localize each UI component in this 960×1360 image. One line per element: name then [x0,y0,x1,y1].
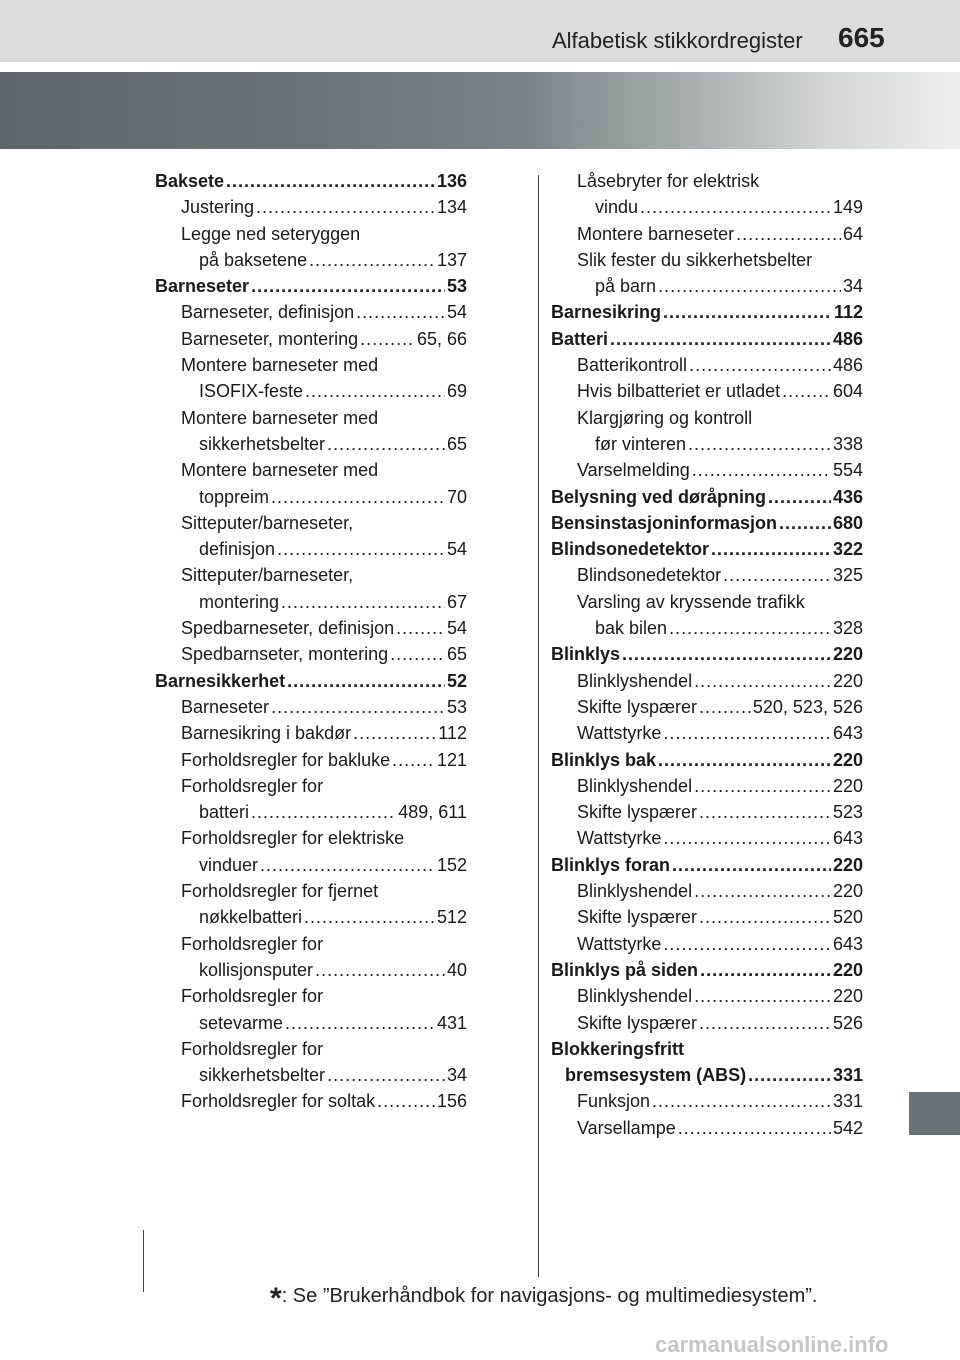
index-term: Sitteputer/barneseter, [181,565,354,586]
index-entry [551,1062,863,1088]
index-term: Forholdsregler for fjernet [181,881,379,902]
index-page-ref: 156 [436,1091,467,1112]
index-term: ISOFIX-feste [199,381,304,402]
index-entry [155,405,467,431]
index-page-ref: 134 [436,197,467,218]
index-term: Varsling av kryssende trafikk [577,591,805,612]
footer-divider [143,1230,144,1292]
index-entry [155,589,467,615]
dot-leader [699,799,831,825]
index-entry [155,825,467,851]
index-term: Forholdsregler for [181,775,324,796]
index-entry [551,747,863,773]
index-entry [155,352,467,378]
index-entry [155,247,467,273]
index-term: Baksete [155,171,225,191]
index-term: Blinklys foran [551,854,671,875]
index-term: Wattstyrke [577,723,662,744]
index-term: Montere barneseter med [181,355,379,376]
index-page-ref: 512 [436,907,467,928]
dot-leader [779,510,831,536]
index-term: Blinklyshendel [577,881,693,902]
dot-leader [663,720,831,746]
index-entry [551,799,863,825]
index-term: Barneseter, definisjon [181,302,355,323]
index-term: vinduer [199,854,259,875]
index-term: Batterikontroll [577,355,688,376]
index-entry [551,536,863,562]
dot-leader [694,668,831,694]
dot-leader [692,457,831,483]
dot-leader [356,299,445,325]
dot-leader [256,194,435,220]
index-entry [551,983,863,1009]
index-entry [155,773,467,799]
index-term: sikkerhetsbelter [199,1065,326,1086]
dot-leader [622,641,831,667]
index-entry [551,957,863,983]
index-term: sikkerhetsbelter [199,433,326,454]
index-term: Batteri [551,328,609,349]
index-term: Skifte lyspærer [577,907,698,928]
dot-leader [277,536,445,562]
index-page-ref: 486 [832,328,863,349]
dot-leader [327,431,445,457]
dot-leader [360,326,415,352]
index-page-ref: 486 [832,355,863,376]
index-page-ref: 542 [832,1117,863,1138]
index-entry [155,326,467,352]
index-page-ref: 70 [446,486,467,507]
index-term: Spedbarneseter, definisjon [181,618,395,639]
index-entry [551,562,863,588]
index-entry [155,852,467,878]
index-entry [551,273,863,299]
dot-leader [285,1010,435,1036]
index-term: Forholdsregler for elektriske [181,828,405,849]
index-page-ref: 643 [832,723,863,744]
dot-leader [287,668,445,694]
dot-leader [699,1010,831,1036]
index-page-ref: 325 [832,565,863,586]
index-entry [551,825,863,851]
index-page-ref: 322 [832,539,863,560]
index-entry [155,694,467,720]
index-entry [155,431,467,457]
index-term: Blinklys bak [551,749,657,770]
index-page-ref: 65, 66 [416,328,467,349]
index-term: Funksjon [577,1091,651,1112]
index-term: Legge ned seteryggen [181,223,361,244]
header-title: Alfabetisk stikkordregister [552,28,803,53]
index-entry [551,641,863,667]
index-entry [155,931,467,957]
index-entry [155,904,467,930]
index-entry [155,1088,467,1114]
index-entry [551,221,863,247]
index-entry [155,641,467,667]
index-term: Barneseter, montering [181,328,359,349]
dot-leader [271,484,445,510]
index-page-ref: 149 [832,197,863,218]
index-page-ref: 220 [832,670,863,691]
index-page-ref: 40 [446,959,467,980]
index-page-ref: 54 [446,618,467,639]
index-entry [155,510,467,536]
index-term: montering [199,591,280,612]
dot-leader [260,852,435,878]
index-page-ref: 489, 611 [398,802,467,823]
dot-leader [315,957,445,983]
index-term: Sitteputer/barneseter, [181,512,354,533]
page-number: 665 [838,22,885,53]
index-entry [551,168,863,194]
dot-leader [304,904,435,930]
index-page-ref: 680 [832,512,863,533]
index-entry [155,1062,467,1088]
index-entry [155,378,467,404]
index-entry [155,878,467,904]
index-term: Barnesikkerhet [155,670,286,691]
index-entry [155,983,467,1009]
index-term: Klargjøring og kontroll [577,407,753,428]
index-entry [155,747,467,773]
dot-leader [392,747,435,773]
dot-leader [694,878,831,904]
dot-leader [688,431,831,457]
index-term: Varsellampe [577,1117,676,1138]
dot-leader [251,799,396,825]
index-entry [551,510,863,536]
index-term: bak bilen [595,618,668,639]
dot-leader [327,1062,445,1088]
index-page-ref: 54 [446,539,467,560]
section-banner [0,72,960,149]
index-page-ref: 328 [832,618,863,639]
index-entry [155,1010,467,1036]
index-term: Skifte lyspærer [577,696,698,717]
dot-leader [672,852,831,878]
dot-leader [669,615,831,641]
index-term: Forholdsregler for [181,986,324,1007]
index-term: Wattstyrke [577,933,662,954]
index-term: Barneseter [181,696,270,717]
index-page-ref: 67 [446,591,467,612]
index-entry [551,1036,863,1062]
index-entry [551,878,863,904]
index-entry [155,221,467,247]
index-page-ref: 220 [832,881,863,902]
index-term: Forholdsregler for [181,1038,324,1059]
dot-leader [694,983,831,1009]
index-term: Hvis bilbatteriet er utladet [577,381,781,402]
column-divider [538,175,539,1277]
index-term: Blokkeringsfritt [551,1038,685,1059]
index-entry [155,273,467,299]
dot-leader [694,773,831,799]
index-page-ref: 643 [832,828,863,849]
index-page-ref: 331 [832,1091,863,1112]
index-term: Montere barneseter med [181,407,379,428]
index-term: kollisjonsputer [199,959,314,980]
index-page-ref: 220 [832,959,863,980]
index-entry [551,931,863,957]
index-term: Spedbarnseter, montering [181,644,389,665]
index-term: bremsesystem (ABS) [565,1065,747,1086]
index-entry [551,1115,863,1141]
index-column-left [155,168,467,1115]
index-entry [551,194,863,220]
footnote-marker: * [270,1282,282,1315]
index-page-ref: 220 [832,749,863,770]
dot-leader [689,352,831,378]
index-entry [551,668,863,694]
dot-leader [699,904,831,930]
index-entry [551,852,863,878]
index-term: Skifte lyspærer [577,802,698,823]
index-entry [155,562,467,588]
dot-leader [658,747,831,773]
dot-leader [390,641,445,667]
dot-leader [353,720,436,746]
index-term: Justering [181,197,255,218]
index-entry [551,431,863,457]
index-term: Skifte lyspærer [577,1012,698,1033]
index-column-right [551,168,863,1141]
dot-leader [768,484,831,510]
dot-leader [723,562,831,588]
index-page-ref: 526 [832,1012,863,1033]
dot-leader [251,273,445,299]
index-term: Forholdsregler for soltak [181,1091,376,1112]
index-term: Forholdsregler for bakluke [181,749,391,770]
index-page-ref: 121 [436,749,467,770]
index-page-ref: 54 [446,302,467,323]
index-page-ref: 436 [832,486,863,507]
index-entry [155,615,467,641]
index-entry [155,484,467,510]
footnote [270,1282,817,1316]
dot-leader [663,299,832,325]
index-entry [551,904,863,930]
index-entry [551,589,863,615]
index-term: Varselmelding [577,460,690,481]
dot-leader [377,1088,435,1114]
index-page-ref: 69 [446,381,467,402]
index-term: Blindsonedetektor [577,565,722,586]
dot-leader [281,589,445,615]
index-page-ref: 554 [832,460,863,481]
dot-leader [309,247,435,273]
index-page-ref: 338 [832,433,863,454]
index-term: Montere barneseter [577,223,735,244]
dot-leader [271,694,445,720]
index-entry [155,194,467,220]
index-term: på barn [595,276,657,297]
dot-leader [226,168,435,194]
index-entry [551,694,863,720]
index-page-ref: 604 [832,381,863,402]
index-term: batteri [199,802,250,823]
index-page-ref: 34 [842,276,863,297]
index-entry [551,457,863,483]
index-page-ref: 53 [446,276,467,297]
index-page-ref: 112 [833,302,863,323]
dot-leader [699,694,751,720]
index-page-ref: 137 [436,249,467,270]
index-entry [155,457,467,483]
index-term: Blinklys på siden [551,959,699,980]
index-entry [551,484,863,510]
index-term: nøkkelbatteri [199,907,303,928]
index-page-ref: 53 [446,696,467,717]
index-term: Montere barneseter med [181,460,379,481]
footnote-text: : Se ”Brukerhåndbok for navigasjons- og multimediesystem”. [281,1285,818,1307]
index-term: Blinklyshendel [577,986,693,1007]
index-term: Blindsonedetektor [551,539,710,560]
index-term: Bensinstasjoninformasjon [551,512,778,533]
index-page-ref: 523 [832,802,863,823]
index-page-ref: 112 [438,723,467,744]
index-entry [155,720,467,746]
dot-leader [663,931,831,957]
dot-leader [305,378,445,404]
index-entry [155,668,467,694]
dot-leader [652,1088,831,1114]
index-term: Slik fester du sikkerhetsbelter [577,249,813,270]
dot-leader [640,194,831,220]
index-term: Forholdsregler for [181,933,324,954]
index-term: Blinklys [551,644,621,665]
index-page-ref: 34 [446,1065,467,1086]
index-entry [551,1010,863,1036]
dot-leader [396,615,445,641]
index-term: Blinklyshendel [577,775,693,796]
header-bar [0,0,960,64]
index-page-ref: 52 [446,670,467,691]
index-entry [551,720,863,746]
dot-leader [700,957,831,983]
index-page-ref: 220 [832,644,863,665]
index-entry [551,773,863,799]
index-entry [551,247,863,273]
index-page-ref: 643 [832,933,863,954]
index-page-ref: 431 [436,1012,467,1033]
index-page-ref: 520, 523, 526 [752,696,863,717]
index-term: Wattstyrke [577,828,662,849]
index-term: på baksetene [199,249,308,270]
index-page-ref: 136 [436,171,467,191]
index-term: Belysning ved døråpning [551,486,767,507]
index-entry [551,299,863,325]
index-term: før vinteren [595,433,687,454]
index-page-ref: 220 [832,775,863,796]
index-entry [551,326,863,352]
dot-leader [663,825,831,851]
watermark: carmanualsonline.info [655,1332,889,1357]
index-entry [155,299,467,325]
dot-leader [736,221,841,247]
dot-leader [711,536,831,562]
index-entry [551,1088,863,1114]
index-term: toppreim [199,486,270,507]
index-page-ref: 520 [832,907,863,928]
index-term: Barnesikring [551,302,662,323]
dot-leader [610,326,831,352]
section-tab-marker [909,1092,960,1135]
index-entry [155,1036,467,1062]
index-term: definisjon [199,539,276,560]
index-entry [155,799,467,825]
dot-leader [782,378,831,404]
index-entry [551,378,863,404]
index-term: Barnesikring i bakdør [181,723,352,744]
dot-leader [748,1062,831,1088]
index-entry [155,168,467,194]
index-term: Barneseter [155,276,250,297]
index-entry [551,405,863,431]
index-term: Låsebryter for elektrisk [577,171,760,191]
dot-leader [658,273,841,299]
index-term: setevarme [199,1012,284,1033]
index-entry [551,615,863,641]
index-entry [155,957,467,983]
index-entry [155,536,467,562]
index-page-ref: 220 [832,854,863,875]
index-term: vindu [595,197,639,218]
index-entry [551,352,863,378]
index-page-ref: 331 [832,1065,863,1086]
index-page-ref: 152 [436,854,467,875]
index-page-ref: 64 [842,223,863,244]
index-term: Blinklyshendel [577,670,693,691]
dot-leader [678,1115,831,1141]
index-page-ref: 65 [446,433,467,454]
index-page-ref: 65 [446,644,467,665]
index-page-ref: 220 [832,986,863,1007]
